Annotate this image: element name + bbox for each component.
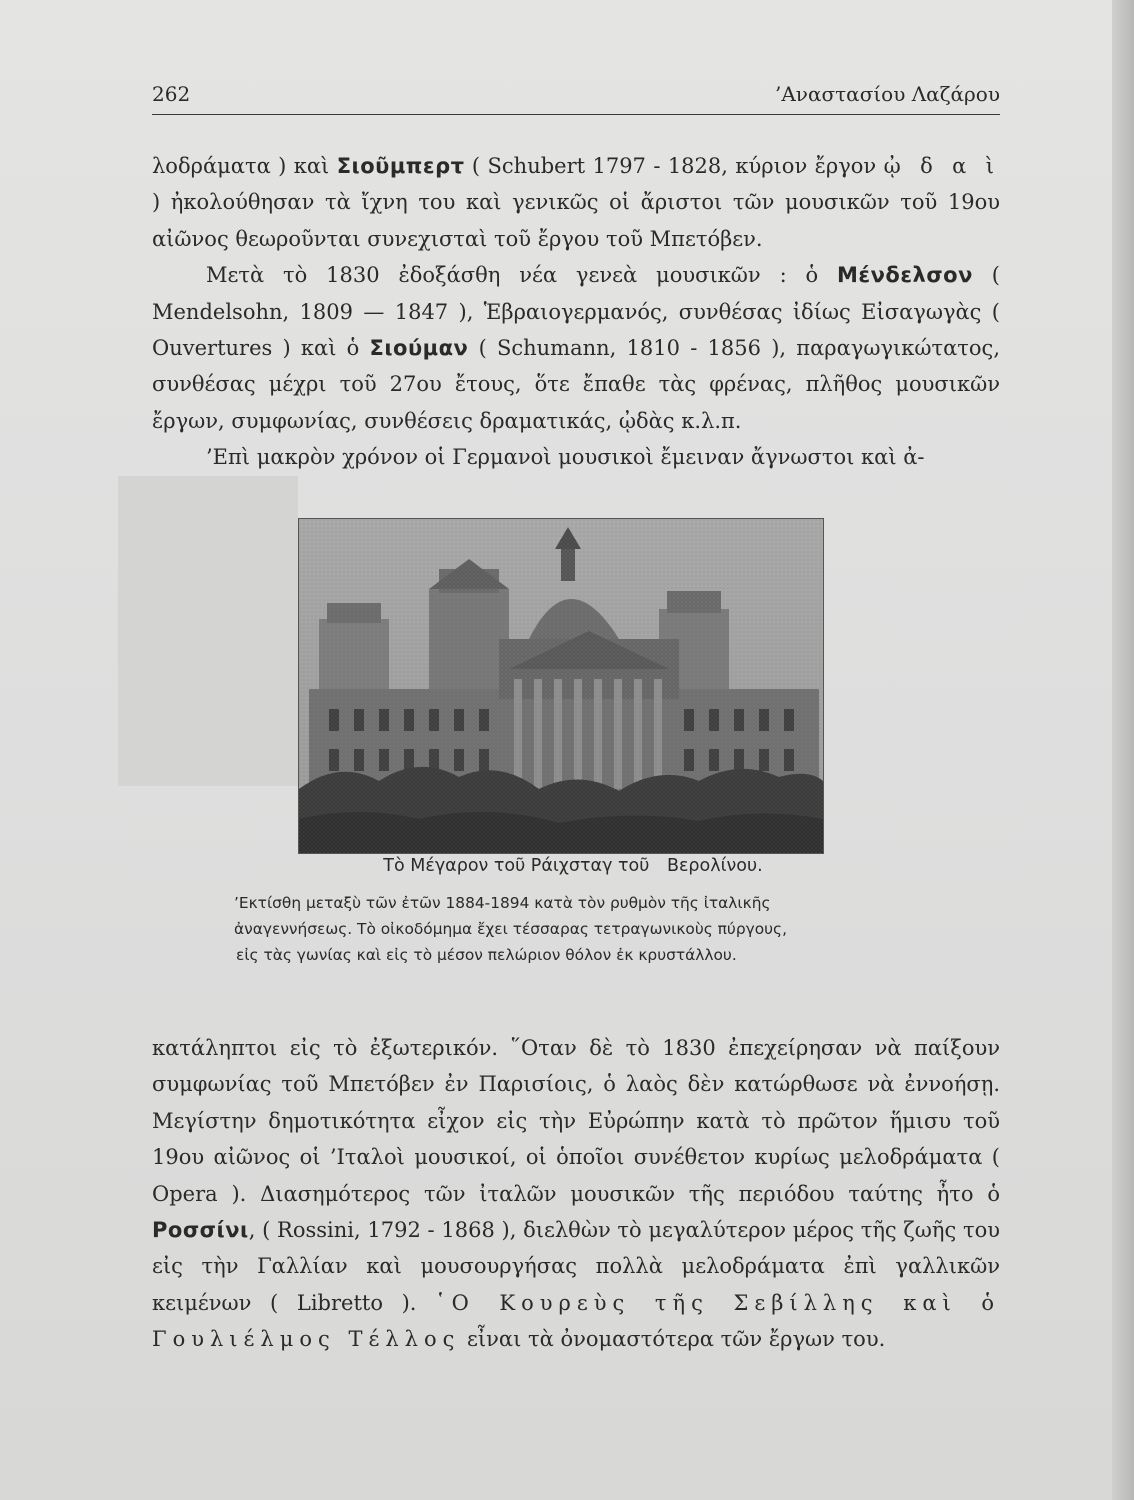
caption-title-part: Τὸ Μέγαρον τοῦ Ράιχσταγ τοῦ [383,856,650,876]
page-header [152,80,1000,115]
caption-title-part: Βερολίνου. [666,856,763,876]
caption-line-1: ’Εκτίσθη μεταξὺ τῶν ἐτῶν 1884-1894 κατὰ τὸν ρυθμὸν τῆς ἰταλικῆς [234,894,771,912]
text-span: ’Επὶ μακρὸν χρόνον οἱ Γερμανοὶ μουσικοὶ ἔμειναν ἄγνωστοι καὶ ἀ- [206,445,925,470]
reichstag-illustration [299,519,823,853]
paragraph-4 [152,1030,1000,1358]
text-span: Μετὰ τὸ 1830 ἐδοξάσθη νέα γενεὰ μουσικῶν : ὁ [206,263,838,288]
spaced-opera-titles: ῾Ο Κουρεὺς τῆς Σεβίλλης καὶ ὁ Γουλιέλμος Τέλλος [152,1290,1001,1352]
text-span: ( Schubert 1797 - 1828, κύριον ἔργον [464,154,884,178]
caption-line-2: ἀναγεννήσεως. Τὸ οἰκοδόμημα ἔχει τέσσαρας τετραγωνικοὺς πύργους, [234,920,787,938]
text-span: κατάληπτοι εἰς τὸ ἐξωτερικόν. ῞Οταν δὲ τὸ 1830 ἐπεχείρησαν νὰ παίξουν συμφωνίας τοῦ Μπετόβεν ἐν Παρισίοις, ὁ λαὸς δὲν κατώρθωσε νὰ ἐννοήσῃ. Μεγίστην δημοτικότητα εἶχον εἰς τὴν Εὐρώπην κατὰ τὸ πρῶτον ἥμισυ τοῦ 19ου αἰῶνος οἱ ’Ιταλοὶ μουσικοί, οἱ ὁποῖοι συνέθετον κυρίως μελοδράματα ( Opera ). Διασημότερος τῶν ἰταλῶν μουσικῶν τῆς περιόδου ταύτης ἦτο ὁ [152,1036,1000,1206]
name-schumann: Σιούμαν [369,336,469,361]
text-span: ) ἠκολούθησαν τὰ ἴχνη του καὶ γενικῶς οἱ ἄριστοι τῶν μουσικῶν τοῦ 19ου αἰῶνος θεωροῦνται συνεχισταὶ τοῦ ἔργου τοῦ Μπετόβεν. [152,190,1000,251]
paragraph-2 [152,257,1000,439]
bleed-through-shadow [118,476,298,786]
page-number: 262 [152,82,191,106]
paragraph-1 [152,148,1000,257]
text-span: ( Schumann, 1810 - 1856 ), παραγωγικώτατος, συνθέσας μέχρι τοῦ 27ου ἔτους, ὅτε ἔπαθε τὰς φρένας, πλῆθος μουσικῶν ἔργων, συμφωνίας, συνθέσεις δραματικάς, ᾠδὰς κ.λ.π. [152,336,1000,433]
reichstag-photo [298,518,824,854]
name-mendelssohn: Μένδελσον [837,263,973,288]
caption-body [234,890,920,968]
text-span: ( Mendelsohn, 1809 — 1847 ), Ἑβραιογερμανός, συνθέσας ἰδίως Εἰσαγωγὰς ( Ouvertures ) καὶ ὁ [152,263,1000,361]
caption-line-3: εἰς τὰς γωνίας καὶ εἰς τὸ μέσον πελώριον θόλον ἐκ κρυστάλλου. [236,946,737,964]
name-schubert: Σιοῦμπερτ [336,154,465,178]
paragraph-3 [152,439,1000,475]
text-span: εἶναι τὰ ὀνομαστότερα τῶν ἔργων του. [460,1327,886,1352]
caption-title [0,856,1134,876]
spaced-word-odai: ᾠ δ α ὶ [883,154,1000,178]
running-head: ’Αναστασίου Λαζάρου [775,82,1000,106]
body-text-top [152,148,1000,476]
text-span: , ( Rossini, 1792 - 1868 ), διελθὼν τὸ μεγαλύτερον μέρος τῆς ζωῆς του εἰς τὴν Γαλλίαν καὶ μουσουργήσας πολλὰ μελοδράματα ἐπὶ γαλλικῶν κειμένων ( Libretto ). [152,1218,1000,1315]
text-span: λοδράματα ) καὶ [152,154,337,178]
body-text-bottom [152,1030,1000,1358]
page-edge-shadow [1112,0,1134,1500]
name-rossini: Ροσσίνι [152,1218,249,1243]
